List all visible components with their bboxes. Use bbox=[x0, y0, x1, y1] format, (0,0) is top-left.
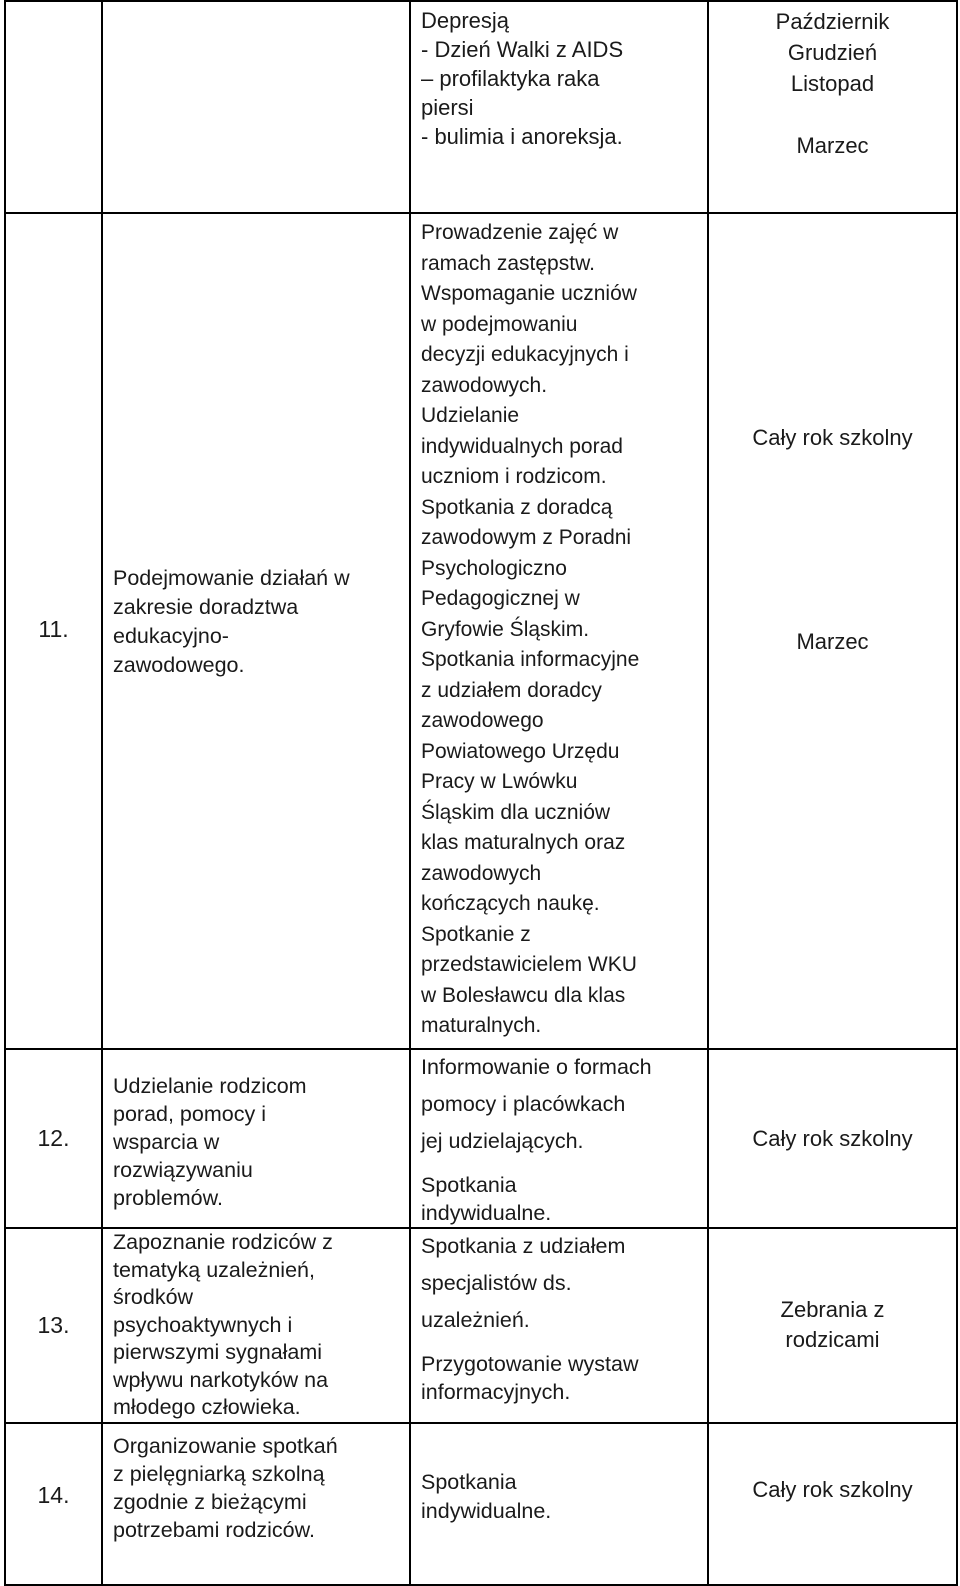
task-line: wpływu narkotyków na bbox=[113, 1367, 329, 1392]
task-line: Udzielanie rodzicom bbox=[113, 1073, 307, 1098]
forms-line: uzależnień. bbox=[421, 1308, 530, 1332]
term-line: Zebrania z bbox=[780, 1297, 885, 1323]
forms-line: w Bolesławcu dla klas bbox=[421, 983, 626, 1007]
term-cell bbox=[708, 1049, 957, 1228]
plan-table bbox=[4, 0, 958, 1586]
task-cell bbox=[102, 1, 410, 213]
forms-line: przedstawicielem WKU bbox=[421, 953, 637, 976]
forms-line: - Dzień Walki z AIDS bbox=[421, 37, 624, 62]
forms-line: indywidualne. bbox=[421, 1498, 552, 1523]
forms-line: decyzji edukacyjnych i bbox=[421, 343, 629, 366]
term-line: Cały rok szkolny bbox=[752, 1476, 913, 1502]
forms-line: Spotkanie z bbox=[421, 922, 531, 946]
forms-line: Pracy w Lwówku bbox=[421, 770, 578, 793]
task-line: pierwszymi sygnałami bbox=[113, 1340, 323, 1364]
forms-line: pomocy i placówkach bbox=[421, 1092, 626, 1116]
forms-cell bbox=[410, 1, 708, 213]
term-line: rodzicami bbox=[785, 1327, 880, 1353]
task-cell bbox=[102, 1049, 410, 1228]
forms-line: piersi bbox=[421, 95, 474, 120]
table-row bbox=[5, 1423, 957, 1585]
forms-line: Spotkania bbox=[421, 1469, 517, 1494]
term-line: Listopad bbox=[790, 71, 875, 96]
task-line: wsparcia w bbox=[113, 1129, 220, 1154]
task-line: Organizowanie spotkań bbox=[113, 1433, 338, 1458]
task-cell bbox=[102, 1423, 410, 1585]
forms-line: zawodowych. bbox=[421, 373, 548, 397]
forms-line: Informowanie o formach bbox=[421, 1055, 652, 1079]
forms-line: Prowadzenie zajęć w bbox=[421, 221, 619, 244]
forms-line: jej udzielających. bbox=[421, 1129, 584, 1153]
forms-line: indywidualne. bbox=[421, 1201, 552, 1225]
term-line: Cały rok szkolny bbox=[752, 425, 913, 450]
forms-line: zawodowego bbox=[421, 709, 544, 732]
term-line-spacer bbox=[709, 454, 956, 626]
task-line: z pielęgniarką szkolną bbox=[113, 1461, 325, 1486]
forms-line: Śląskim dla uczniów bbox=[421, 800, 611, 824]
table-row bbox=[5, 1, 957, 213]
row-number-cell: 11. bbox=[5, 213, 102, 1049]
term-line bbox=[709, 99, 956, 130]
forms-cell bbox=[410, 1049, 708, 1228]
task-line: porad, pomocy i bbox=[113, 1101, 266, 1126]
table-row bbox=[5, 1228, 957, 1423]
forms-line: Udzielanie bbox=[421, 404, 520, 427]
term-line: Marzec bbox=[796, 629, 869, 654]
forms-line: ramach zastępstw. bbox=[421, 251, 595, 275]
term-line: Cały rok szkolny bbox=[752, 1125, 913, 1151]
forms-line: informacyjnych. bbox=[421, 1380, 571, 1404]
forms-line: w podejmowaniu bbox=[421, 312, 578, 336]
task-line: edukacyjno- bbox=[113, 624, 229, 648]
forms-line: specjalistów ds. bbox=[421, 1271, 572, 1295]
task-cell bbox=[102, 1228, 410, 1423]
forms-line: Spotkania bbox=[421, 1173, 517, 1197]
task-line: zakresie doradztwa bbox=[113, 595, 299, 619]
row-number-cell: 12. bbox=[5, 1049, 102, 1228]
forms-cell bbox=[410, 1228, 708, 1423]
forms-line: zawodowych bbox=[421, 861, 542, 885]
forms-line: klas maturalnych oraz bbox=[421, 831, 626, 854]
forms-cell bbox=[410, 1423, 708, 1585]
forms-line: Pedagogicznej w bbox=[421, 587, 580, 610]
forms-line: uczniom i rodzicom. bbox=[421, 465, 607, 488]
forms-line: z udziałem doradcy bbox=[421, 678, 602, 702]
task-line: zawodowego. bbox=[113, 653, 245, 677]
term-line: Grudzień bbox=[787, 40, 878, 65]
forms-line: Wspomaganie uczniów bbox=[421, 282, 637, 305]
forms-line: Depresją bbox=[421, 8, 510, 33]
forms-line: Spotkania informacyjne bbox=[421, 648, 640, 671]
task-line: rozwiązywaniu bbox=[113, 1157, 253, 1182]
term-cell bbox=[708, 1, 957, 213]
task-line: tematyką uzależnień, bbox=[113, 1257, 315, 1282]
forms-line: maturalnych. bbox=[421, 1014, 542, 1037]
term-line: Marzec bbox=[796, 133, 869, 158]
row-number-cell bbox=[5, 1, 102, 213]
forms-line: Psychologiczno bbox=[421, 556, 567, 580]
forms-line: – profilaktyka raka bbox=[421, 66, 600, 91]
forms-line: Przygotowanie wystaw bbox=[421, 1352, 639, 1376]
task-line: zgodnie z bieżącymi bbox=[113, 1489, 307, 1514]
term-cell bbox=[708, 213, 957, 1049]
forms-line: kończących naukę. bbox=[421, 892, 600, 915]
term-cell bbox=[708, 1228, 957, 1423]
task-line: problemów. bbox=[113, 1185, 223, 1210]
row-number-cell: 13. bbox=[5, 1228, 102, 1423]
forms-line: Powiatowego Urzędu bbox=[421, 739, 620, 763]
term-line: Październik bbox=[775, 9, 890, 34]
term-cell bbox=[708, 1423, 957, 1585]
table-row bbox=[5, 213, 957, 1049]
task-line: środków bbox=[113, 1285, 194, 1309]
task-line: młodego człowieka. bbox=[113, 1395, 301, 1419]
task-cell bbox=[102, 213, 410, 1049]
row-number-cell: 14. bbox=[5, 1423, 102, 1585]
task-line: potrzebami rodziców. bbox=[113, 1517, 315, 1542]
table-row bbox=[5, 1049, 957, 1228]
task-line: psychoaktywnych i bbox=[113, 1312, 293, 1337]
forms-line: - bulimia i anoreksja. bbox=[421, 124, 623, 149]
forms-line: Spotkania z udziałem bbox=[421, 1234, 626, 1258]
forms-line: zawodowym z Poradni bbox=[421, 526, 632, 549]
forms-line: indywidualnych porad bbox=[421, 434, 623, 458]
forms-line: Gryfowie Śląskim. bbox=[421, 617, 590, 641]
forms-line: Spotkania z doradcą bbox=[421, 495, 613, 519]
task-line: Podejmowanie działań w bbox=[113, 566, 350, 590]
task-line: Zapoznanie rodziców z bbox=[113, 1230, 333, 1254]
forms-cell bbox=[410, 213, 708, 1049]
